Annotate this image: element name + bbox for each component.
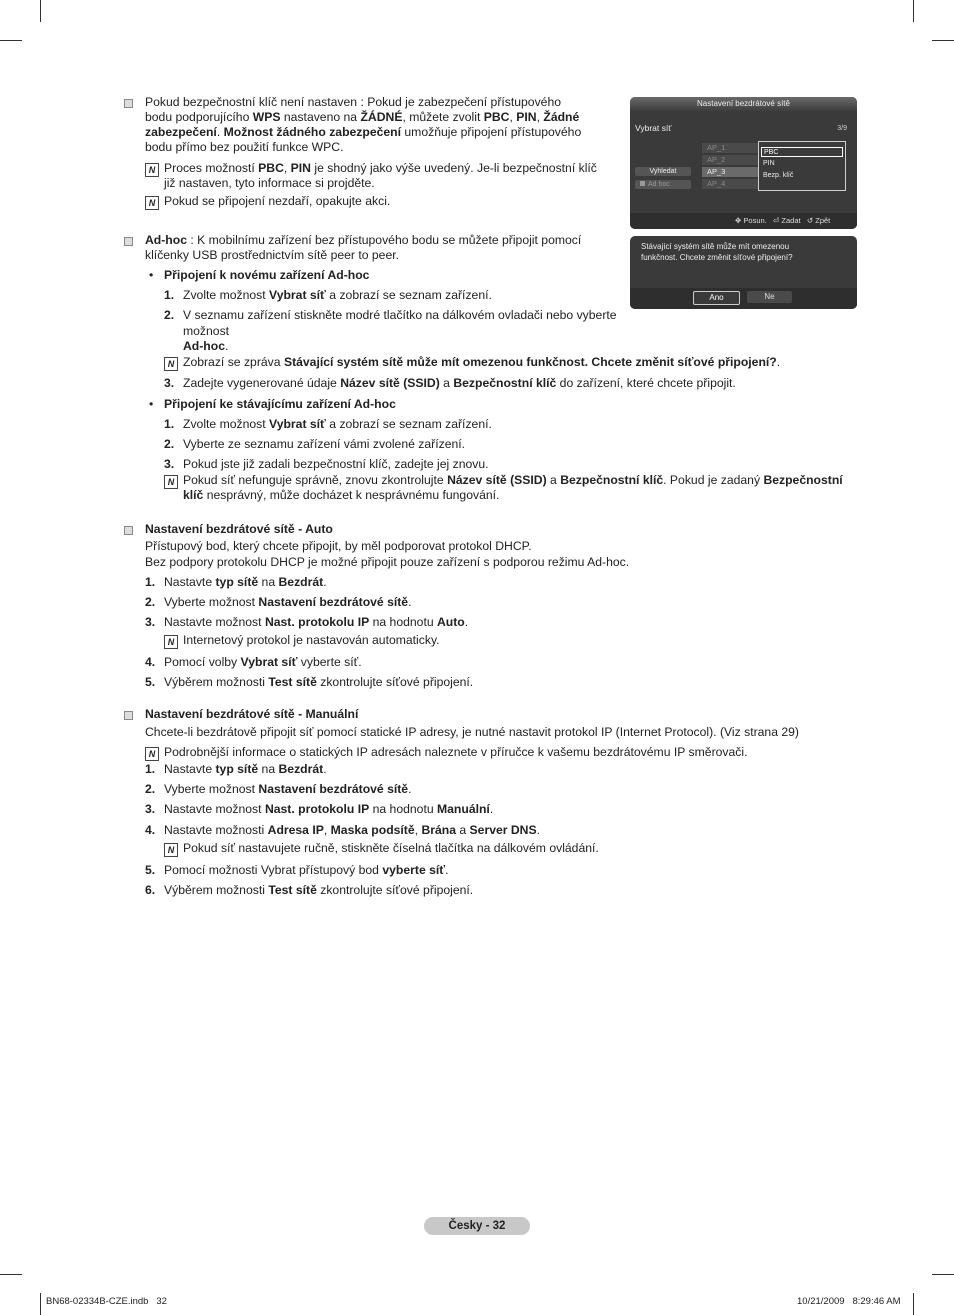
step-number: 3.	[164, 376, 175, 390]
move-icon: ✥	[735, 216, 742, 225]
step-number: 1.	[164, 288, 175, 302]
step-number: 1.	[164, 417, 175, 431]
text-line: Podrobnější informace o statických IP adresách naleznete v příručce k vašemu bezdrátovému IP směrovači.	[164, 745, 748, 759]
ap-item[interactable]: AP_1	[702, 143, 763, 153]
network-change-dialog	[630, 236, 857, 309]
text-line: klíčenky USB prostřednictvím sítě peer to peer.	[145, 248, 400, 262]
dialog-line: funkčnost. Chcete změnit síťové připojení?	[641, 253, 793, 262]
text-line: Zvolte možnost Vybrat síť a zobrazí se seznam zařízení.	[183, 417, 492, 431]
page-counter: 3/9	[837, 125, 847, 132]
text-line: Výběrem možnosti Test sítě zkontrolujte síťové připojení.	[164, 675, 474, 689]
text-line: Pomocí možnosti Vybrat přístupový bod vyberte síť.	[164, 863, 449, 877]
step-number: 5.	[145, 863, 156, 877]
note-icon: N	[164, 475, 178, 489]
step-number: 2.	[145, 595, 156, 609]
note-icon: N	[145, 196, 159, 210]
search-button[interactable]: Vyhledat	[635, 167, 691, 176]
note-icon: N	[164, 635, 178, 649]
text-line: Nastavení bezdrátové sítě - Auto	[145, 522, 333, 536]
text-line: již nastaven, tyto informace si projděte.	[164, 176, 375, 190]
nav-help	[735, 216, 830, 225]
bullet-square	[124, 526, 133, 535]
text-line: V seznamu zařízení stiskněte modré tlačítko na dálkovém ovladači nebo vyberte	[183, 308, 617, 322]
step-number: 6.	[145, 883, 156, 897]
option-pbc[interactable]: PBC	[761, 147, 843, 157]
option-key[interactable]: Bezp. klíč	[763, 172, 794, 179]
step-number: 1.	[145, 575, 156, 589]
ap-item-selected[interactable]: AP_3	[702, 167, 763, 177]
text-line: Pomocí volby Vybrat síť vyberte síť.	[164, 655, 362, 669]
text-line: Nastavte typ sítě na Bezdrát.	[164, 762, 327, 776]
note-icon: N	[145, 163, 159, 177]
text-line: Přístupový bod, který chcete připojit, by měl podporovat protokol DHCP.	[145, 539, 532, 553]
text-line: Připojení ke stávajícímu zařízení Ad-hoc	[164, 397, 396, 411]
text-line: Výběrem možnosti Test sítě zkontrolujte síťové připojení.	[164, 883, 474, 897]
bullet-square	[124, 237, 133, 246]
text-line: Pokud síť nefunguje správně, znovu zkontrolujte Název sítě (SSID) a Bezpečnostní klíč. Pokud je zadaný Bezpečnostní	[183, 473, 843, 487]
note-icon: N	[164, 357, 178, 371]
text-line: Zobrazí se zpráva Stávající systém sítě může mít omezenou funkčnost. Chcete změnit síťové připojení?.	[183, 355, 781, 369]
text-line: klíč nesprávný, může docházet k nesprávnému fungování.	[183, 488, 500, 502]
text-line: Pokud jste již zadali bezpečnostní klíč, zadejte jej znovu.	[183, 457, 489, 471]
nav-back-label: Zpět	[815, 216, 831, 225]
menu-label: Vybrat síť	[635, 123, 672, 133]
text-line: Pokud síť nastavujete ručně, stiskněte číselná tlačítka na dálkovém ovládání.	[183, 841, 599, 855]
file-name: BN68-02334B-CZE.indb 32	[46, 1296, 167, 1307]
adhoc-icon	[640, 181, 645, 186]
step-number: 2.	[164, 437, 175, 451]
text-line: Pokud bezpečnostní klíč není nastaven : Pokud je zabezpečení přístupového	[145, 95, 562, 109]
text-line: Ad-hoc : K mobilnímu zařízení bez přístupového bodu se můžete připojit pomocí	[145, 233, 582, 247]
text-line: Připojení k novému zařízení Ad-hoc	[164, 268, 370, 282]
text-line: Chcete-li bezdrátově připojit síť pomocí statické IP adresy, je nutné nastavit protokol IP (Internet Protocol). (Viz strana 29)	[145, 725, 799, 739]
yes-button[interactable]: Ano	[693, 291, 740, 305]
page-number-tag: Česky - 32	[424, 1217, 530, 1235]
security-options-popup	[758, 141, 846, 191]
text-line: Nastavte typ sítě na Bezdrát.	[164, 575, 327, 589]
adhoc-label: Ad hoc	[648, 181, 670, 188]
ap-item[interactable]: AP_2	[702, 155, 763, 165]
nav-enter-label: Zadat	[781, 216, 801, 225]
back-icon: ↺	[806, 216, 814, 225]
text-line: bodu podporujícího WPS nastaveno na ŽÁDNÉ, můžete zvolit PBC, PIN, Žádné	[145, 110, 580, 124]
step-number: 2.	[164, 308, 175, 322]
step-number: 4.	[145, 823, 156, 837]
text-line: Nastavte možnosti Adresa IP, Maska podsítě, Brána a Server DNS.	[164, 823, 541, 837]
text-line: Nastavení bezdrátové sítě - Manuální	[145, 707, 359, 721]
ap-item[interactable]: AP_4	[702, 179, 763, 189]
step-number: 1.	[145, 762, 156, 776]
text-line: Zvolte možnost Vybrat síť a zobrazí se seznam zařízení.	[183, 288, 492, 302]
text-line: Vyberte možnost Nastavení bezdrátové sítě.	[164, 595, 412, 609]
note-icon: N	[164, 843, 178, 857]
note-icon: N	[145, 747, 159, 761]
text-line: bodu přímo bez použití funkce WPC.	[145, 140, 344, 154]
step-number: 3.	[164, 457, 175, 471]
bullet-dot: •	[149, 397, 154, 411]
text-line: Zadejte vygenerované údaje Název sítě (SSID) a Bezpečnostní klíč do zařízení, které chcete připojit.	[183, 376, 736, 390]
text-line: zabezpečení. Možnost žádného zabezpečení umožňuje připojení přístupového	[145, 125, 582, 139]
text-line: Internetový protokol je nastavován automaticky.	[183, 633, 440, 647]
text-line: Ad-hoc.	[183, 339, 229, 353]
bullet-square	[124, 711, 133, 720]
step-number: 2.	[145, 782, 156, 796]
text-line: Vyberte možnost Nastavení bezdrátové sítě.	[164, 782, 412, 796]
adhoc-button[interactable]	[635, 180, 691, 189]
step-number: 4.	[145, 655, 156, 669]
nav-move-label: Posun.	[743, 216, 767, 225]
text-line: možnost	[183, 324, 230, 338]
dialog-message	[641, 241, 793, 263]
text-line: Nastavte možnost Nast. protokolu IP na hodnotu Auto.	[164, 615, 469, 629]
menu-title: Nastavení bezdrátové sítě	[630, 97, 857, 111]
print-date: 10/21/2009 8:29:46 AM	[797, 1296, 901, 1307]
dialog-line: Stávající systém sítě může mít omezenou	[641, 242, 790, 251]
enter-icon: ⏎	[773, 216, 780, 225]
no-button[interactable]: Ne	[747, 291, 792, 303]
step-number: 3.	[145, 802, 156, 816]
step-number: 3.	[145, 615, 156, 629]
text-line: Pokud se připojení nezdaří, opakujte akci.	[164, 194, 391, 208]
text-line: Nastavte možnost Nast. protokolu IP na hodnotu Manuální.	[164, 802, 494, 816]
text-line: Vyberte ze seznamu zařízení vámi zvolené zařízení.	[183, 437, 466, 451]
option-pin[interactable]: PIN	[763, 160, 775, 167]
step-number: 5.	[145, 675, 156, 689]
text-line: Bez podpory protokolu DHCP je možné připojit pouze zařízení s podporou režimu Ad-hoc.	[145, 555, 630, 569]
bullet-dot: •	[149, 268, 154, 282]
bullet-square	[124, 99, 133, 108]
text-line: Proces možností PBC, PIN je shodný jako výše uvedený. Je-li bezpečnostní klíč	[164, 161, 597, 175]
